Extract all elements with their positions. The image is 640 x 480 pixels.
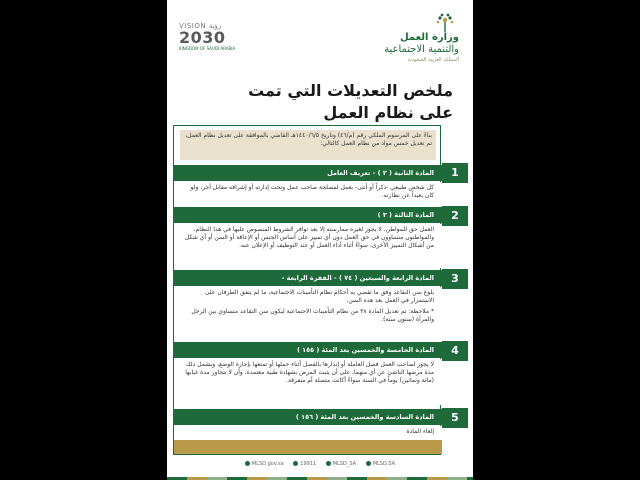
header <box>167 0 473 72</box>
vision-year: 2030 <box>179 28 226 47</box>
globe-icon <box>245 461 250 466</box>
vision-2030-logo <box>179 22 241 62</box>
twitter-text: MLSD_SA <box>332 461 357 467</box>
gold-footer-band <box>174 440 442 454</box>
section-number-1: 1 <box>442 163 468 183</box>
page-title <box>223 80 453 124</box>
footer <box>167 455 473 480</box>
poster <box>167 0 473 480</box>
section-3-paragraph-2: * ملاحظة: تم تعديل المادة ٣٨ من نظام التأمينات الاجتماعية ليكون سن التقاعد متساوي بين الرجل والمرأة (ستون سنة). <box>191 308 434 323</box>
section-heading-5: المادة السادسة والخمسين بعد المئة ( ١٥٦ ) <box>174 409 442 425</box>
section-5-paragraph: إلغاء المادة <box>406 428 434 435</box>
footer-twitter[interactable] <box>326 461 356 467</box>
section-number-3: 3 <box>442 269 468 289</box>
phone-text: 19911 <box>300 461 317 467</box>
ministry-name-line2: والتنمية الاجتماعية <box>384 44 459 55</box>
section-heading-2: المادة الثالثة ( ٣ ) <box>174 207 442 223</box>
section-body-4 <box>174 359 442 405</box>
title-line1: ملخص التعديلات التي تمت <box>248 81 453 100</box>
content-frame <box>173 125 459 455</box>
footer-social[interactable] <box>366 461 395 467</box>
section-number-2: 2 <box>442 206 468 226</box>
footer-phone[interactable] <box>293 461 316 467</box>
section-number-5: 5 <box>442 408 468 428</box>
website-text: MLSD.gov.sa <box>251 461 284 467</box>
twitter-icon <box>326 461 331 466</box>
section-body-1 <box>174 182 442 210</box>
section-2-paragraph: العمل حق للمواطن، لا يجوز لغيره ممارسته إلا بعد توافر الشروط المنصوص عليها في هذا النظام، والمواطنون متساوون في حق العمل دون أي تمييز على أساس الجنس أو الإعاقة أو السن أو أي شكل من أشكال التمييز الأخرى، سواءً أثناء أداء العمل أو عند التوظيف أو الإعلان عنه. <box>184 226 434 249</box>
ministry-country: المملكة العربية السعودية <box>407 57 459 63</box>
phone-icon <box>293 461 298 466</box>
social-text: MLSD.SA <box>372 461 396 467</box>
section-heading-3: المادة الرابعة والسبعين ( ٧٤ ) - الفقرة الرابعة - <box>174 270 442 286</box>
social-icon <box>366 461 371 466</box>
section-3-paragraph-1: بلوغ سن التقاعد وفق ما تقضي به أحكام نظام التأمينات الاجتماعية، ما لم يتفق الطرفان على الاستمرار في العمل بعد هذه السن. <box>204 289 434 304</box>
footer-contacts <box>167 461 473 467</box>
section-body-3 <box>174 287 442 343</box>
section-body-5 <box>174 426 442 440</box>
ministry-name-line1: وزارة العمل <box>400 32 459 43</box>
intro-text: بناءً على المرسوم الملكي رقم (م/٤٦) وتاريخ ١٤٤٠/٦/٥هـ القاضي بالموافقة على تعديل نظام العمل، تم تعديل خمس مواد من نظام العمل كالتالي: <box>180 130 436 160</box>
section-body-2 <box>174 224 442 268</box>
vision-label: VISION رؤية <box>179 22 222 30</box>
section-number-4: 4 <box>442 341 468 361</box>
section-1-paragraph: كل شخص طبيعي -ذكراً أو أنثى- يعمل لمصلحة صاحب عمل وتحت إدارته أو إشرافه مقابل أجر، ولو كان بعيداً عن نظارته. <box>190 184 434 199</box>
footer-website[interactable] <box>245 461 284 467</box>
title-line2: على نظام العمل <box>323 103 453 122</box>
section-4-paragraph: لا يجوز لصاحب العمل فصل العاملة أو إنذارها بالفصل أثناء حملها أو تمتعها بإجازة الوضع، ويشمل ذلك مدة مرضها الناشئ عن أي منهما، على أن يثبت المرض بشهادة طبية معتمدة، وأن لا تتجاوز مدة غيابها (مائة وثمانين) يوماً في السنة سواءً أكانت متصلة أم متفرقة. <box>185 361 434 384</box>
section-heading-4: المادة الخامسة والخمسين بعد المئة ( ١٥٥ ) <box>174 342 442 358</box>
vision-kingdom: KINGDOM OF SAUDI ARABIA <box>179 46 236 51</box>
section-heading-1: المادة الثانية ( ٢ ) - تعريف العامل <box>174 165 442 181</box>
